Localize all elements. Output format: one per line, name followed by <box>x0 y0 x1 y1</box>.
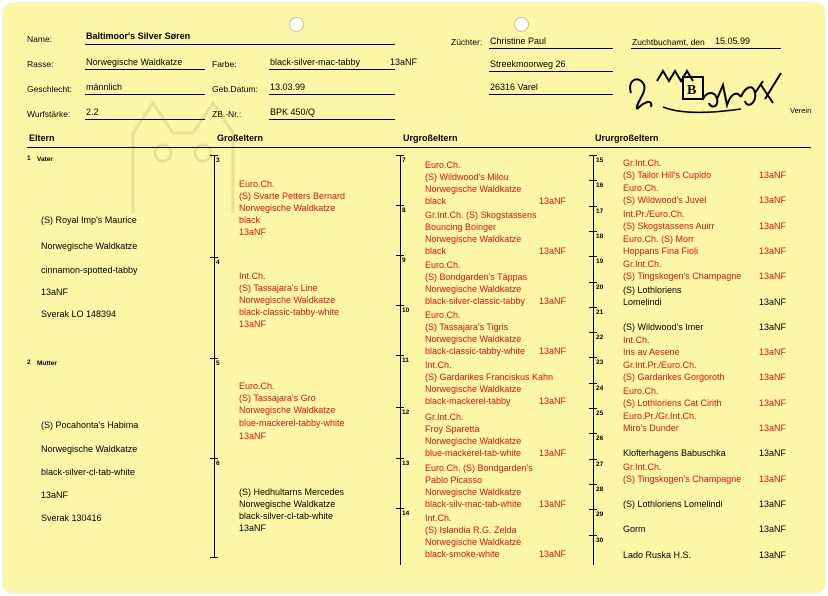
ancestor-number: 4 <box>216 259 220 266</box>
ancestor-line: blue-mackerel-tab-white <box>425 448 522 458</box>
bracket-tick <box>396 407 404 408</box>
mutter-line: 13aNF <box>41 490 69 500</box>
zuchtbuch-date: 15.05.99 <box>715 36 751 46</box>
ancestor-number: 8 <box>402 207 406 214</box>
ancestor-line: Norwegische Waldkatze <box>425 537 522 547</box>
ancestor-line: Euro.Ch. <box>239 381 275 391</box>
vater-line: cinnamon-spotted-tabby <box>41 265 138 275</box>
ancestor-line: black-smoke-white <box>425 549 500 559</box>
bracket-tick <box>589 408 597 409</box>
underline <box>85 44 395 45</box>
bracket-line <box>214 155 215 557</box>
ancestor-number: 21 <box>596 308 604 316</box>
ancestor-code: 13aNF <box>759 549 787 560</box>
underline <box>489 94 613 95</box>
ancestor-line: Euro.Ch. (S) Morr <box>623 233 695 244</box>
ancestor-line: Hoppans Fina Fioli <box>623 245 699 256</box>
ancestor-line: (S) Tassajara's Tigris <box>425 322 509 332</box>
ancestor-line: (S) Skogstassens Auirr <box>623 220 715 231</box>
bracket-tick <box>210 557 218 558</box>
ancestor-line: Bouncing Boinger <box>425 222 497 232</box>
ancestor-number: 16 <box>596 182 604 190</box>
ancestor-code: 13aNF <box>539 346 567 356</box>
ancestor-code: 13aNF <box>759 397 787 408</box>
ancestor-code: 13aNF <box>539 196 567 206</box>
ancestor-code: 13aNF <box>759 347 787 358</box>
zuechter-label: Züchter: <box>451 37 483 47</box>
underline <box>85 69 205 70</box>
ancestor-line: Euro.Ch. <box>623 183 659 194</box>
geschlecht-value: männlich <box>86 82 123 92</box>
ancestor-code: 13aNF <box>759 245 787 256</box>
zuechter-street: Streekmoorweg 26 <box>490 59 566 69</box>
vater-line: Sverak LO 148394 <box>41 309 117 319</box>
bracket-tick <box>210 458 218 459</box>
ancestor-line: black-silver-classic-tabby <box>425 296 526 306</box>
ancestor-line: Klofterhagens Babuschka <box>623 448 726 459</box>
ancestor-code: 13aNF <box>759 321 787 332</box>
cat-name: Baltimoor's Silver Søren <box>86 31 191 41</box>
bracket-tick <box>589 509 597 510</box>
bracket-tick <box>210 257 218 258</box>
ancestor-number: 18 <box>596 232 604 240</box>
bracket-line <box>400 155 401 565</box>
bracket-tick <box>589 307 597 308</box>
bracket-tick <box>589 256 597 257</box>
geschlecht-label: Geschlecht: <box>27 84 72 94</box>
ancestor-line: Norwegische Waldkatze <box>425 184 522 194</box>
col-header-urgrosseltern: Urgroßeltern <box>403 133 458 143</box>
ancestor-line: (S) Wildwood's Imer <box>623 321 704 332</box>
ancestor-code: 13aNF <box>759 498 787 509</box>
ancestor-line: (S) Lothloriens Cat Cirith <box>623 397 722 408</box>
ancestor-line: Froy Sparetta <box>425 424 480 434</box>
ancestor-line: Norwegische Waldkatze <box>425 234 522 244</box>
ancestor-line: Norwegische Waldkatze <box>239 203 336 213</box>
svg-text:B: B <box>687 83 697 98</box>
ancestor-number: 29 <box>596 511 604 519</box>
ancestor-line: black-silver-cl-tab-white <box>239 511 334 521</box>
ancestor-line: (S) Wildwood's Milou <box>425 172 509 182</box>
ancestor-line: Norwegische Waldkatze <box>425 334 522 344</box>
ancestor-line: Lado Ruska H.S. <box>623 549 692 560</box>
ancestor-line: Gorm <box>623 524 646 535</box>
ancestor-line: Int.Pr./Euro.Ch. <box>623 208 685 219</box>
rasse-label: Rasse: <box>27 59 54 69</box>
ancestor-line: Norwegische Waldkatze <box>239 295 336 305</box>
ancestor-line: Gr.Int.Ch. (S) Skogstassens <box>425 210 537 220</box>
underline <box>269 94 395 95</box>
zuechter-city: 26316 Varel <box>490 82 538 92</box>
ancestor-line: blue-mackerel-tabby-white <box>239 418 345 428</box>
ancestor-line: (S) Tingskogen's Champagne <box>623 473 742 484</box>
bracket-tick <box>589 155 597 156</box>
rasse-value: Norwegische Waldkatze <box>86 57 183 67</box>
ancestor-line: black <box>239 215 261 225</box>
bracket-tick <box>589 433 597 434</box>
wurf-value: 2.2 <box>86 107 99 117</box>
bracket-tick <box>396 155 404 156</box>
header-rule <box>27 147 811 148</box>
ancestor-line: black <box>425 196 447 206</box>
verein-signature-logo <box>623 63 793 123</box>
mutter-line: Norwegische Waldkatze <box>41 444 138 454</box>
zb-value: BPK 450/Q <box>270 107 316 117</box>
bracket-tick <box>210 358 218 359</box>
ancestor-number: 15 <box>596 157 604 164</box>
verein-label: Verein <box>790 106 812 115</box>
ancestor-line: Int.Ch. <box>239 271 266 281</box>
ancestor-number: 6 <box>216 460 220 467</box>
underline <box>269 69 395 70</box>
ancestor-number: 10 <box>402 307 410 314</box>
mutter-line: Sverak 130416 <box>41 513 102 523</box>
ancestor-code: 13aNF <box>759 473 787 484</box>
ancestor-line: Norwegische Waldkatze <box>425 284 522 294</box>
bracket-tick <box>396 255 404 256</box>
ancestor-line: (S) Svarte Petters Bernard <box>239 191 346 201</box>
ancestor-line: Lomelindi <box>623 296 662 307</box>
mutter-line: black-silver-cl-tab-white <box>41 467 136 477</box>
ancestor-line: (S) Wildwood's Juvel <box>623 195 707 206</box>
ancestor-line: Norwegische Waldkatze <box>425 487 522 497</box>
bracket-tick <box>396 305 404 306</box>
underline <box>631 48 781 49</box>
pedigree-sheet <box>3 3 825 593</box>
bracket-tick <box>396 205 404 206</box>
zuechter-name: Christine Paul <box>490 36 547 46</box>
ancestor-line: (S) Hedhultarns Mercedes <box>239 487 345 497</box>
underline <box>489 71 613 72</box>
ancestor-line: (S) Tassajara's Line <box>239 283 318 293</box>
ancestor-number: 11 <box>402 357 409 364</box>
col-header-grosseltern: Großeltern <box>217 133 264 143</box>
ancestor-line: Pablo Picasso <box>425 475 483 485</box>
col-header-eltern: Eltern <box>29 133 55 143</box>
ancestor-line: Gr.Int.Ch. <box>623 259 662 270</box>
ancestor-line: (S) Lothloriens Lomelindi <box>623 498 723 509</box>
name-label: Name: <box>27 34 53 44</box>
bracket-tick <box>589 357 597 358</box>
ancestor-line: black-classic-tabby-white <box>425 346 526 356</box>
zb-label: ZB.-Nr.: <box>212 109 242 119</box>
ancestor-line: (S) Tingskogen's Champagne <box>623 271 742 282</box>
ancestor-line: 13aNF <box>239 431 267 441</box>
ancestor-code: 13aNF <box>759 296 787 307</box>
ancestor-number: 5 <box>216 360 220 367</box>
ancestor-line: Iris av Aesene <box>623 347 680 358</box>
vater-line: Norwegische Waldkatze <box>41 241 138 251</box>
ancestor-code: 13aNF <box>759 423 787 433</box>
bracket-tick <box>589 332 597 333</box>
ancestor-line: (S) Lothloriens <box>623 284 682 295</box>
ancestor-line: Euro.Ch. <box>425 260 461 270</box>
ancestor-code: 13aNF <box>539 499 567 509</box>
geb-label: Geb.Datum: <box>212 84 258 94</box>
ancestor-number: 12 <box>402 409 410 416</box>
underline <box>489 48 613 49</box>
bracket-tick <box>589 231 597 232</box>
ancestor-line: black-classic-tabby-white <box>239 307 340 317</box>
ancestor-code: 13aNF <box>759 524 787 535</box>
ancestor-number: 2 <box>27 359 31 366</box>
ancestor-number: 17 <box>596 207 604 215</box>
farbe-code: 13aNF <box>390 57 418 67</box>
punch-hole <box>514 17 529 32</box>
ancestor-code: 13aNF <box>539 396 567 406</box>
ancestor-code: 13aNF <box>759 448 787 459</box>
underline <box>269 119 395 120</box>
bracket-tick <box>589 383 597 384</box>
vater-line: 13aNF <box>41 287 69 297</box>
bracket-tick <box>396 508 404 509</box>
ancestor-code: 13aNF <box>539 549 567 559</box>
ancestor-line: (S) Tailor Hill's Cupido <box>623 170 712 180</box>
bracket-line <box>593 155 594 565</box>
ancestor-line: Int.Ch. <box>623 335 650 346</box>
ancestor-line: Euro.Ch. <box>425 310 461 320</box>
ancestor-line: (S) Tassajara's Gro <box>239 393 316 403</box>
vater-line: (S) Royal Imp's Maurice <box>41 215 137 225</box>
ancestor-number: 22 <box>596 334 604 342</box>
ancestor-line: Euro.Ch. <box>239 179 275 189</box>
ancestor-line: black <box>425 246 447 256</box>
ancestor-number: 7 <box>402 157 406 164</box>
ancestor-line: 13aNF <box>239 227 267 237</box>
ancestor-line: (S) Gardarikes Gorgoroth <box>623 372 725 383</box>
ancestor-number: 19 <box>596 258 604 266</box>
mutter-label: Mutter <box>37 360 57 367</box>
bracket-tick <box>396 355 404 356</box>
ancestor-number: 3 <box>216 157 220 164</box>
farbe-label: Farbe: <box>212 59 237 69</box>
ancestor-line: (S) Gardarikes Franciskus Kahn <box>425 372 554 382</box>
ancestor-number: 30 <box>596 536 604 544</box>
wurf-label: Wurfstärke: <box>27 109 71 119</box>
ancestor-line: (S) Islandia R.G. Zelda <box>425 525 517 535</box>
ancestor-code: 13aNF <box>759 195 787 206</box>
ancestor-line: Norwegische Waldkatze <box>239 405 336 415</box>
ancestor-line: 13aNF <box>239 319 267 329</box>
ancestor-number: 24 <box>596 384 604 392</box>
ancestor-code: 13aNF <box>759 220 787 231</box>
ancestor-number: 20 <box>596 283 604 291</box>
ancestor-line: (S) Bondgarden's Täppas <box>425 272 528 282</box>
ancestor-code: 13aNF <box>759 170 787 180</box>
ancestor-line: Gr.Int.Ch. <box>425 412 464 422</box>
ancestor-number: 28 <box>596 485 604 493</box>
punch-hole <box>289 17 304 32</box>
ancestor-number: 26 <box>596 435 604 443</box>
ancestor-line: 13aNF <box>239 523 267 533</box>
ancestor-code: 13aNF <box>759 271 787 282</box>
farbe-value: black-silver-mac-tabby <box>270 57 361 67</box>
vater-label: Vater <box>37 156 53 163</box>
ancestor-line: Gr.Int.Pr./Euro.Ch. <box>623 360 697 371</box>
bracket-tick <box>589 180 597 181</box>
ancestor-number: 9 <box>402 257 406 264</box>
zuchtbuch-label: Zuchtbuchamt, den <box>632 37 705 47</box>
mutter-line: (S) Pocahonta's Habima <box>41 420 139 430</box>
ancestor-number: 1 <box>27 155 31 162</box>
ancestor-number: 13 <box>402 460 410 467</box>
bracket-tick <box>589 535 597 536</box>
ancestor-line: Gr.Int.Ch. <box>623 158 662 168</box>
ancestor-line: black-silv-mac-tab-white <box>425 499 522 509</box>
ancestor-code: 13aNF <box>539 246 567 256</box>
ancestor-code: 13aNF <box>759 372 787 383</box>
geb-value: 13.03.99 <box>270 82 306 92</box>
ancestor-line: Int.Ch. <box>425 513 452 523</box>
ancestor-code: 13aNF <box>539 296 567 306</box>
col-header-ururgrosseltern: Ururgroßeltern <box>595 133 659 143</box>
ancestor-line: Euro.Pr./Gr.Int.Ch. <box>623 411 697 421</box>
bracket-tick <box>210 155 218 156</box>
ancestor-line: Norwegische Waldkatze <box>239 499 336 509</box>
ancestor-line: Gr.Int.Ch. <box>623 461 662 472</box>
ancestor-line: Euro.Ch. <box>623 385 659 396</box>
ancestor-number: 23 <box>596 359 604 367</box>
ancestor-line: Euro.Ch. (S) Bondgarden's <box>425 463 533 473</box>
ancestor-line: Norwegische Waldkatze <box>425 436 522 446</box>
ancestor-line: Norwegische Waldkatze <box>425 384 522 394</box>
ancestor-line: Euro.Ch. <box>425 160 461 170</box>
bracket-tick <box>589 459 597 460</box>
bracket-tick <box>589 206 597 207</box>
ancestor-number: 27 <box>596 460 604 468</box>
ancestor-line: black-mackerel-tabby <box>425 396 511 406</box>
bracket-tick <box>589 282 597 283</box>
ancestor-line: Miro's Dunder <box>623 423 679 433</box>
ancestor-number: 14 <box>402 510 410 517</box>
watermark-cat-logo <box>113 93 253 223</box>
ancestor-line: Int.Ch. <box>425 360 452 370</box>
bracket-tick <box>396 458 404 459</box>
ancestor-number: 25 <box>596 410 604 417</box>
ancestor-code: 13aNF <box>539 448 567 458</box>
bracket-tick <box>589 484 597 485</box>
